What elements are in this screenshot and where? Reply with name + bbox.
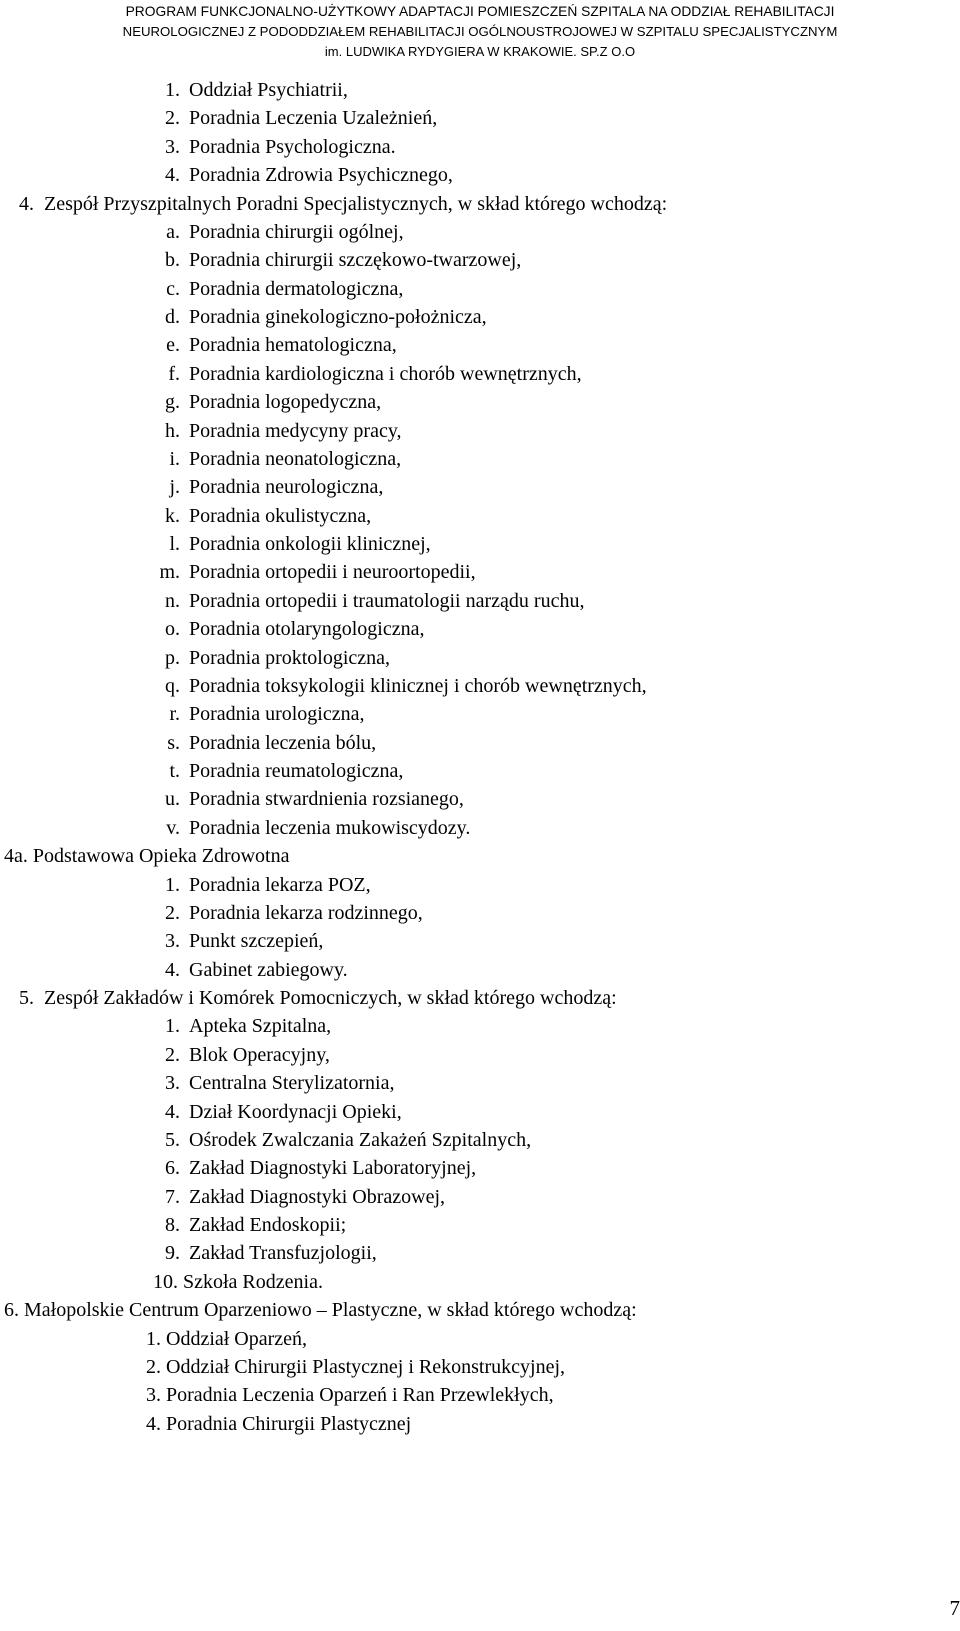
list-item [0, 871, 960, 899]
list-item-number: q. [165, 674, 180, 697]
list-item-number: g. [165, 391, 180, 414]
list-item-text: Punkt szczepień, [189, 930, 324, 953]
list-item [0, 1098, 960, 1126]
list-item-number: 9. [165, 1242, 180, 1265]
list-item-number: 2. [165, 901, 180, 924]
list-item [0, 530, 960, 558]
list-item-text: Poradnia toksykologii klinicznej i chorób wewnętrznych, [189, 674, 647, 697]
header-line-1: PROGRAM FUNKCJONALNO-UŻYTKOWY ADAPTACJI POMIESZCZEŃ SZPITALA NA ODDZIAŁ REHABILITACJI [125, 4, 835, 19]
list-item [0, 899, 960, 927]
list-item [0, 76, 960, 104]
list-item-text: Poradnia neonatologiczna, [189, 447, 402, 470]
list-item [0, 388, 960, 416]
list-item-number: 3. [165, 1072, 180, 1095]
list-item-number: 4. [165, 1100, 180, 1123]
page-header [0, 2, 960, 62]
list-item-number: a. [166, 220, 180, 243]
list-item [0, 360, 960, 388]
list-item [0, 1069, 960, 1097]
list-item-number: t. [169, 760, 180, 782]
list-item-number: n. [165, 589, 180, 612]
list-item-text: Poradnia Psychologiczna. [189, 135, 396, 158]
list-item-number: 8. [165, 1214, 180, 1236]
list-item-number: p. [165, 646, 180, 669]
list-item-text: Poradnia proktologiczna, [189, 646, 391, 669]
list-item-number: 2. [165, 107, 180, 130]
list-item-text: 4. Poradnia Chirurgii Plastycznej [146, 1412, 412, 1435]
list-item [0, 161, 960, 189]
list-item-number: 3. [165, 930, 180, 953]
list-item-number: 7. [165, 1185, 180, 1208]
list-item-text: Ośrodek Zwalczania Zakażeń Szpitalnych, [189, 1128, 532, 1151]
list-item-text: 6. Małopolskie Centrum Oparzeniowo – Plastyczne, w skład którego wchodzą: [4, 1299, 637, 1322]
list-item-number: d. [165, 306, 180, 328]
list-item-number: 1. [165, 1015, 180, 1038]
list-item [0, 1183, 960, 1211]
list-item-text: Poradnia Leczenia Uzależnień, [189, 107, 438, 130]
list-item-text: 4a. Podstawowa Opieka Zdrowotna [4, 845, 290, 868]
list-item [0, 502, 960, 530]
list-item-text: Centralna Sterylizatornia, [189, 1072, 395, 1095]
list-item-number: h. [165, 419, 180, 442]
list-item [0, 1126, 960, 1154]
list-item [0, 757, 960, 785]
list-item-number: e. [166, 334, 180, 357]
list-item-number: 3. [165, 135, 180, 158]
list-item [0, 729, 960, 757]
list-item [0, 672, 960, 700]
list-item-number: 4. [165, 164, 180, 187]
list-item-number: 1. [165, 79, 180, 101]
list-item-text: Poradnia otolaryngologiczna, [189, 618, 425, 641]
list-item [0, 1381, 960, 1409]
list-item-number: b. [165, 249, 180, 272]
list-item [0, 956, 960, 984]
list-item-number: s. [167, 731, 180, 754]
list-item [0, 1353, 960, 1381]
list-item-number: u. [165, 788, 180, 811]
header-line-2: NEUROLOGICZNEJ Z PODODDZIAŁEM REHABILITACJI OGÓLNOUSTROJOWEJ W SZPITALU SPECJALISTYCZNYM [122, 24, 838, 39]
list-item-text: Poradnia lekarza rodzinnego, [189, 901, 423, 924]
list-item-number: 4. [19, 192, 34, 215]
list-item-text: Poradnia logopedyczna, [189, 391, 382, 414]
list-item [0, 1041, 960, 1069]
list-item-number: 5. [165, 1128, 180, 1151]
list-item-number: i. [169, 447, 180, 470]
list-item-text: Poradnia stwardnienia rozsianego, [189, 788, 464, 811]
list-item [0, 1296, 960, 1324]
list-item [0, 587, 960, 615]
list-item [0, 331, 960, 359]
list-item [0, 275, 960, 303]
list-item-text: Zakład Diagnostyki Obrazowej, [189, 1185, 446, 1208]
list-item-text: Zakład Diagnostyki Laboratoryjnej, [189, 1157, 477, 1180]
list-item [0, 104, 960, 132]
list-item-number: 5. [19, 987, 34, 1009]
list-item-text: 3. Poradnia Leczenia Oparzeń i Ran Przewlekłych, [146, 1384, 554, 1407]
list-item [0, 700, 960, 728]
list-item-number: 4. [165, 958, 180, 981]
page-number: 7 [949, 1596, 960, 1620]
list-item [0, 1268, 960, 1296]
list-item-text: Zakład Endoskopii; [189, 1214, 347, 1236]
list-item [0, 190, 960, 218]
list-item-text: Zespół Przyszpitalnych Poradni Specjalistycznych, w skład którego wchodzą: [44, 192, 668, 215]
list-item-text: Poradnia ortopedii i neuroortopedii, [189, 561, 476, 584]
list-item [0, 246, 960, 274]
list-item-text: Poradnia urologiczna, [189, 703, 365, 726]
list-item [0, 785, 960, 813]
list-item-text: Poradnia hematologiczna, [189, 334, 397, 357]
list-item [0, 445, 960, 473]
list-item-number: 2. [165, 1043, 180, 1066]
list-item [0, 1410, 960, 1438]
list-item [0, 1211, 960, 1239]
list-item-text: Poradnia okulistyczna, [189, 504, 372, 527]
list-item [0, 558, 960, 586]
list-item-number: m. [159, 561, 180, 584]
list-item-text: Poradnia leczenia mukowiscydozy. [189, 816, 471, 839]
list-item [0, 303, 960, 331]
list-item-text: Dział Koordynacji Opieki, [189, 1100, 402, 1123]
list-item-text: Zakład Transfuzjologii, [189, 1242, 377, 1265]
list-item [0, 417, 960, 445]
list-item-text: 2. Oddział Chirurgii Plastycznej i Rekonstrukcyjnej, [146, 1355, 566, 1378]
list-item-text: Poradnia onkologii klinicznej, [189, 533, 431, 555]
list-item [0, 1012, 960, 1040]
list-item [0, 133, 960, 161]
list-item [0, 814, 960, 842]
list-item [0, 984, 960, 1012]
list-item [0, 218, 960, 246]
list-item-text: Poradnia medycyny pracy, [189, 419, 402, 442]
list-item-text: Poradnia reumatologiczna, [189, 760, 404, 782]
list-item [0, 927, 960, 955]
list-item-text: Poradnia neurologiczna, [189, 476, 384, 499]
list-item [0, 473, 960, 501]
list-item-text: Poradnia lekarza POZ, [189, 873, 371, 896]
list-item-text: Oddział Psychiatrii, [189, 79, 348, 101]
list-item-number: k. [165, 504, 180, 527]
list-item [0, 1239, 960, 1267]
list-item-text: Poradnia chirurgii ogólnej, [189, 220, 404, 243]
list-item-text: 1. Oddział Oparzeń, [146, 1327, 308, 1350]
list-item-text: Poradnia dermatologiczna, [189, 277, 404, 300]
list-item-number: f. [168, 362, 180, 385]
list-item [0, 842, 960, 870]
list-item [0, 644, 960, 672]
list-item-text: Zespół Zakładów i Komórek Pomocniczych, w skład którego wchodzą: [44, 987, 617, 1009]
list-item-text: Poradnia ginekologiczno-położnicza, [189, 306, 487, 328]
list-item-number: 6. [165, 1157, 180, 1180]
list-item-text: Poradnia chirurgii szczękowo-twarzowej, [189, 249, 522, 272]
list-item [0, 1325, 960, 1353]
list-item-text: Blok Operacyjny, [189, 1043, 330, 1066]
list-item-number: 1. [165, 873, 180, 896]
list-item-number: v. [166, 816, 180, 839]
document-body [0, 76, 960, 1438]
list-item [0, 615, 960, 643]
list-item-text: 10. Szkoła Rodzenia. [153, 1270, 323, 1293]
list-item [0, 1154, 960, 1182]
list-item-number: r. [169, 703, 180, 726]
list-item-number: c. [166, 277, 180, 300]
list-item-text: Poradnia leczenia bólu, [189, 731, 377, 754]
list-item-text: Poradnia ortopedii i traumatologii narządu ruchu, [189, 589, 585, 612]
list-item-number: j. [169, 476, 180, 499]
list-item-text: Poradnia Zdrowia Psychicznego, [189, 164, 453, 187]
list-item-number: o. [165, 618, 180, 641]
list-item-text: Gabinet zabiegowy. [189, 958, 348, 981]
header-line-3: im. LUDWIKA RYDYGIERA W KRAKOWIE. SP.Z O.O [324, 44, 636, 59]
list-item-text: Apteka Szpitalna, [189, 1015, 332, 1038]
list-item-text: Poradnia kardiologiczna i chorób wewnętrznych, [189, 362, 582, 385]
list-item-number: l. [169, 533, 180, 555]
